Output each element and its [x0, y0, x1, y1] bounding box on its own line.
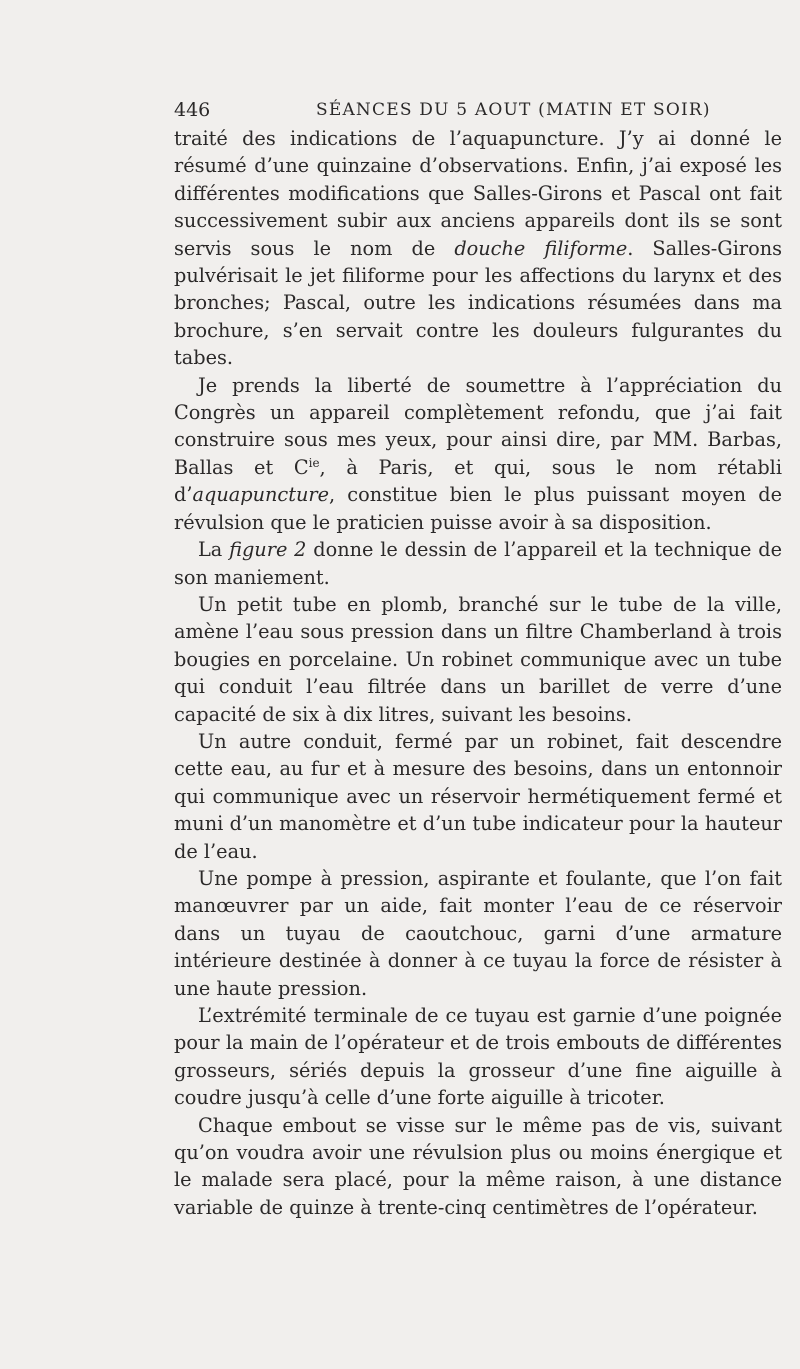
text-run: Chaque embout se visse sur le même pas de vis, suivant qu’on voudra avoir une révulsion plus ou moins énergique et le malade sera placé, pour la même raison, à une distance variable de quinze à trente-cinq centimètres de l’opérateur.	[174, 1113, 782, 1219]
paragraph	[174, 728, 782, 865]
body-text	[174, 125, 782, 1221]
superscript-text: ie	[308, 455, 320, 470]
text-run: Un petit tube en plomb, branché sur le tube de la ville, amène l’eau sous pression dans un filtre Chamberland à trois bougies en porcelaine. Un robinet communique avec un tube qui conduit l’eau filtrée dans un barillet de verre d’une capacité de six à dix litres, suivant les besoins.	[174, 592, 782, 726]
text-run: Une pompe à pression, aspirante et foulante, que l’on fait manœuvrer par un aide, fait monter l’eau de ce réservoir dans un tuyau de caoutchouc, garni d’une armature intérieure destinée à donner à ce tuyau la force de résister à une haute pression.	[174, 866, 782, 1000]
running-head: SÉANCES DU 5 AOUT (MATIN ET SOIR)	[316, 100, 711, 120]
text-run: . Salles-Girons pulvérisait le jet filiforme pour les affections du larynx et des bronches; Pascal, outre les indications résumées dans ma brochure, s’en servait contre les douleurs fulgurantes du tabes.	[174, 236, 783, 370]
paragraph	[174, 125, 782, 372]
italic-text: douche filiforme	[454, 236, 628, 260]
text-run: traité des indications de l’aquapuncture. J’y ai donné le résumé d’une quinzaine d’observations. Enfin, j’ai exposé les différentes modifications que Salles-Girons et Pascal ont fait successivement subir aux anciens appareils dont ils se sont servis sous le nom de	[174, 127, 782, 260]
paragraph	[174, 536, 782, 591]
text-run: , constitue bien le plus puissant moyen de révulsion que le praticien puisse avoir à sa disposition.	[174, 483, 782, 534]
text-run: L’extrémité terminale de ce tuyau est garnie d’une poignée pour la main de l’opérateur et de trois embouts de différentes grosseurs, sériés depuis la grosseur d’une fine aiguille à coudre jusqu’à celle d’une forte aiguille à tricoter.	[174, 1004, 782, 1110]
paragraph	[174, 1002, 782, 1112]
text-run: Un autre conduit, fermé par un robinet, fait descendre cette eau, au fur et à mesure des besoins, dans un entonnoir qui communique avec un réservoir hermétiquement fermé et muni d’un manomètre et d’un tube indicateur pour la hauteur de l’eau.	[174, 729, 782, 863]
text-run: La	[198, 538, 230, 562]
paragraph	[174, 1112, 782, 1222]
page-header	[174, 99, 782, 125]
text-run: , à Paris, et qui, sous le nom rétabli d’	[174, 455, 782, 507]
text-run: donne le dessin de l’appareil et la technique de son maniement.	[174, 538, 782, 589]
page-number: 446	[174, 99, 211, 121]
italic-text: figure 2	[229, 538, 307, 562]
paragraph	[174, 865, 782, 1002]
italic-text: aquapuncture	[192, 483, 330, 507]
paragraph	[174, 591, 782, 728]
paragraph	[174, 372, 782, 536]
text-run: Je prends la liberté de soumettre à l’appréciation du Congrès un appareil complètement refondu, que j’ai fait construire sous mes yeux, pour ainsi dire, par MM. Barbas, Ballas et C	[174, 373, 782, 479]
